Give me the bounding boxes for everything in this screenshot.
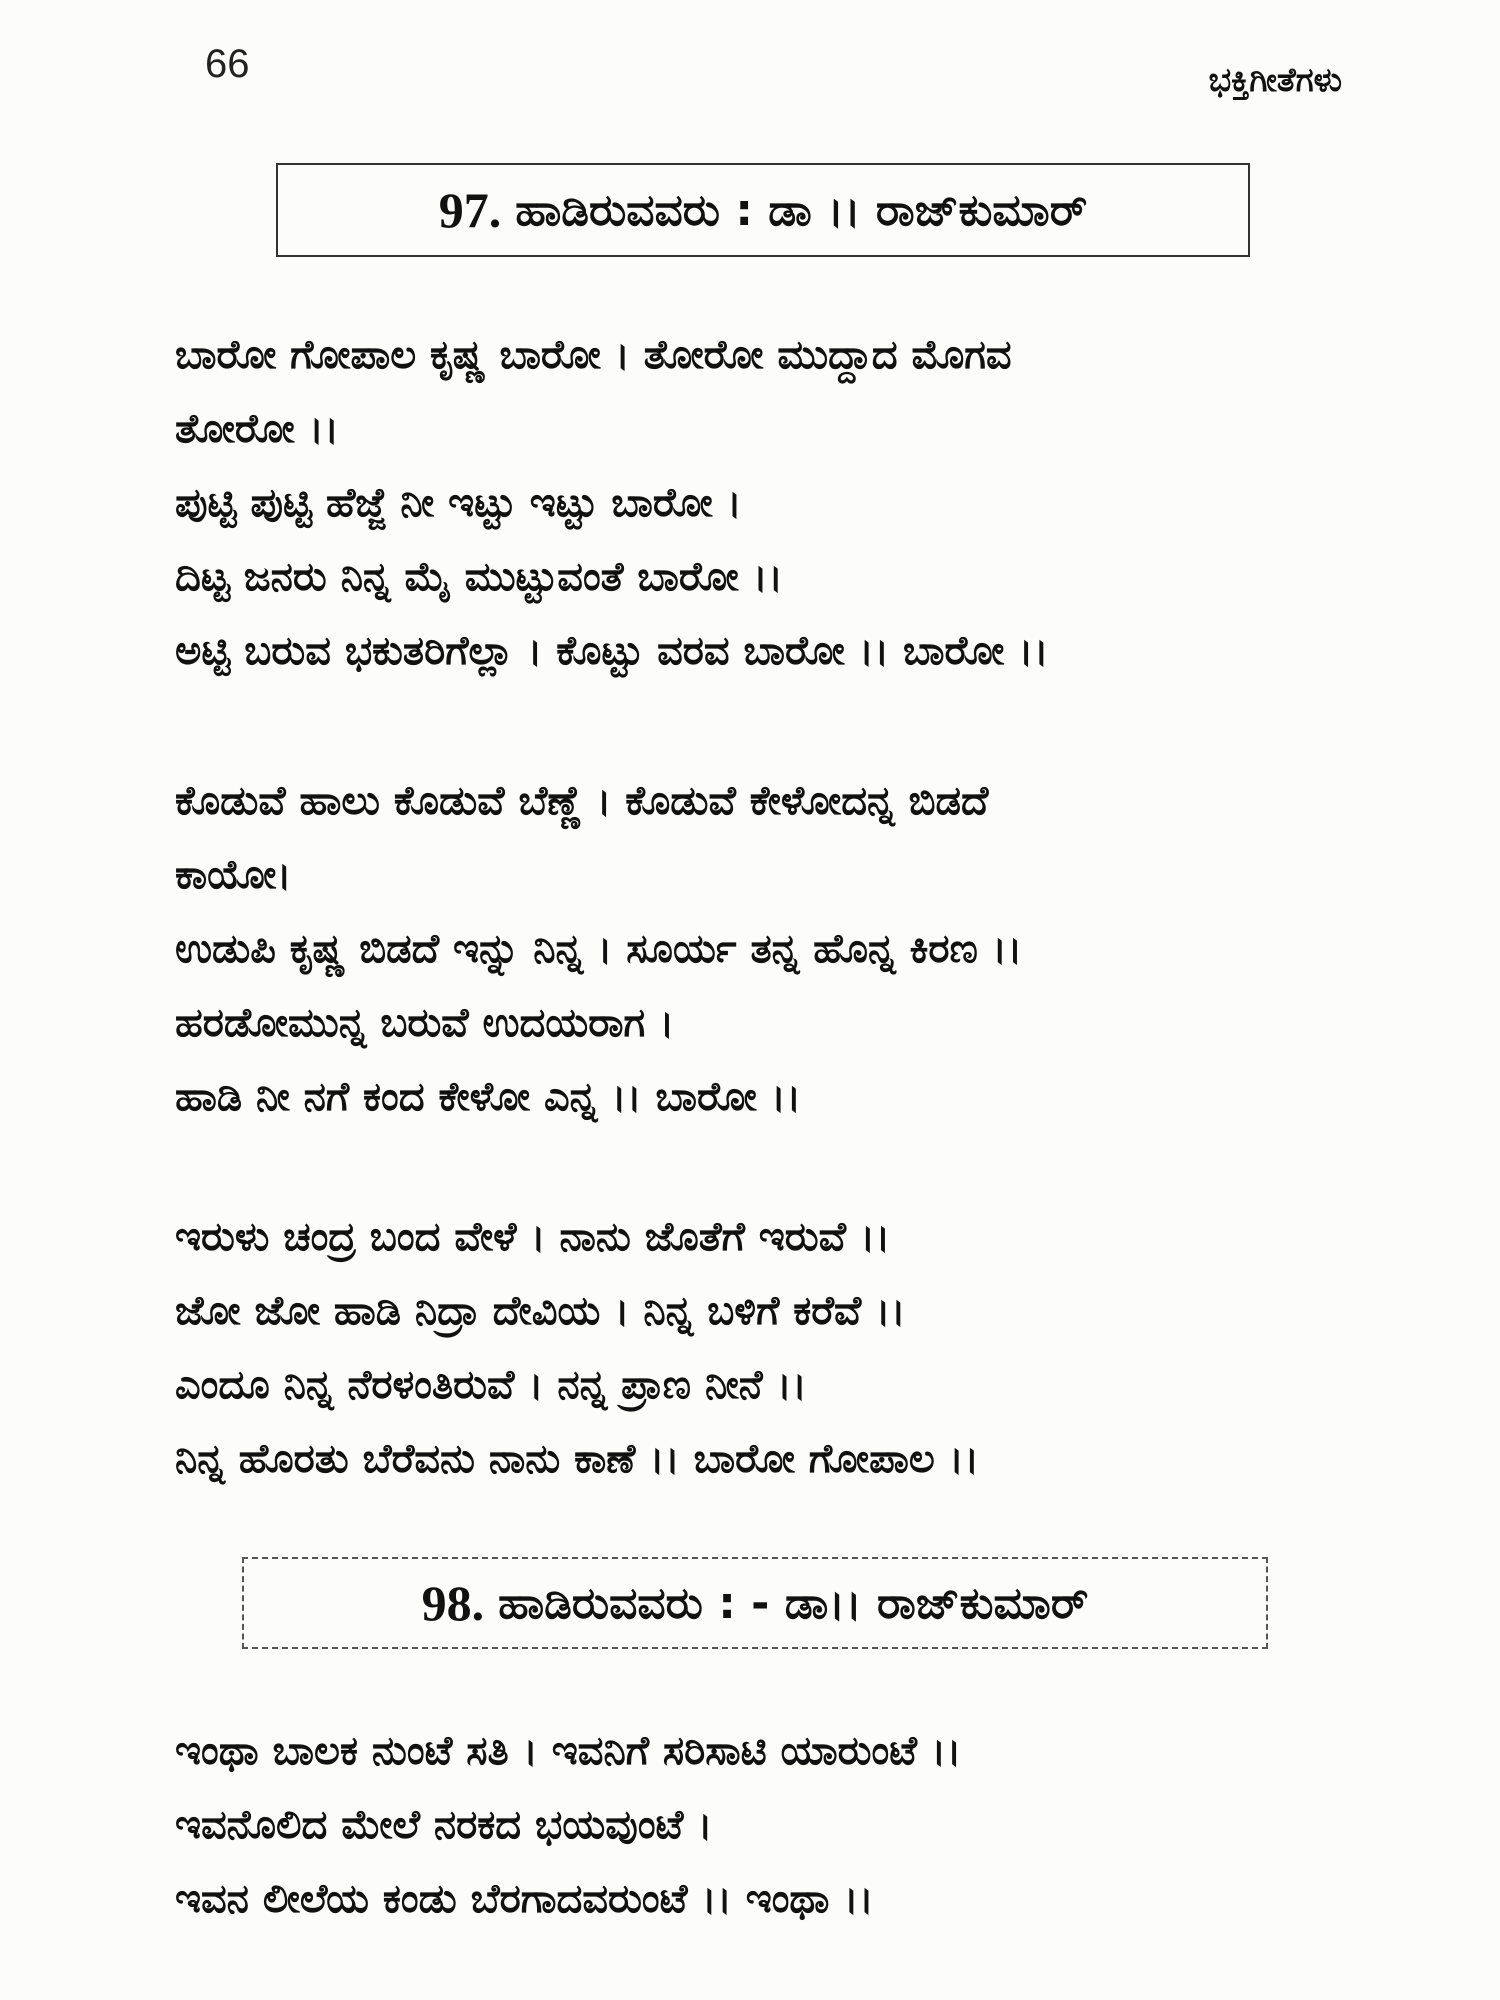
lyric-line: ಕೊಡುವೆ ಹಾಲು ಕೊಡುವೆ ಬೆಣ್ಣೆ । ಕೊಡುವೆ ಕೇಳೋದನ್ನ ಬಿಡದೆ	[175, 778, 989, 824]
song-97-stanza-3	[175, 1200, 1340, 1496]
lyric-line: ಹರಡೋಮುನ್ನ ಬರುವೆ ಉದಯರಾಗ ।	[175, 1000, 675, 1046]
lyric-line: ಜೋ ಜೋ ಹಾಡಿ ನಿದ್ರಾ ದೇವಿಯ । ನಿನ್ನ ಬಳಿಗೆ ಕರೆವೆ ।।	[175, 1288, 906, 1334]
song-97-heading-text: ಹಾಡಿರುವವರು : ಡಾ ।। ರಾಜ್‌ಕುಮಾರ್	[515, 184, 1088, 236]
lyric-line: ಇಂಥಾ ಬಾಲಕ ನುಂಟೆ ಸತಿ । ಇವನಿಗೆ ಸರಿಸಾಟಿ ಯಾರುಂಟೆ ।।	[175, 1728, 962, 1774]
lyric-line: ತೋರೋ ।।	[175, 406, 339, 452]
lyric-line: ಇರುಳು ಚಂದ್ರ ಬಂದ ವೇಳೆ । ನಾನು ಜೊತೆಗೆ ಇರುವೆ ।।	[175, 1214, 891, 1260]
lyric-line: ಬಾರೋ ಗೋಪಾಲ ಕೃಷ್ಣ ಬಾರೋ । ತೋರೋ ಮುದ್ದಾದ ಮೊಗವ	[175, 332, 1012, 378]
song-97-number: 97.	[438, 182, 502, 238]
song-97-heading-box	[276, 163, 1250, 257]
page-number: 66	[205, 42, 250, 86]
lyric-line: ಎಂದೂ ನಿನ್ನ ನೆರಳಂತಿರುವೆ । ನನ್ನ ಪ್ರಾಣ ನೀನೆ ।।	[175, 1362, 807, 1408]
song-98-stanza-1	[175, 1714, 1340, 1936]
lyric-line: ದಿಟ್ಟ ಜನರು ನಿನ್ನ ಮೈ ಮುಟ್ಟುವಂತೆ ಬಾರೋ ।।	[175, 554, 783, 600]
song-97-stanza-1	[175, 318, 1340, 688]
song-98-number: 98.	[421, 1575, 485, 1631]
lyric-line: ಹಾಡಿ ನೀ ನಗೆ ಕಂದ ಕೇಳೋ ಎನ್ನ ।। ಬಾರೋ ।।	[175, 1074, 802, 1120]
running-head: ಭಕ್ತಿಗೀತೆಗಳು	[1208, 60, 1342, 99]
lyric-line: ಇವನ ಲೀಲೆಯ ಕಂಡು ಬೆರಗಾದವರುಂಟೆ ।। ಇಂಥಾ ।।	[175, 1876, 874, 1922]
lyric-line: ನಿನ್ನ ಹೊರತು ಬೆರೆವನು ನಾನು ಕಾಣೆ ।। ಬಾರೋ ಗೋಪಾಲ ।।	[175, 1436, 980, 1482]
song-98-heading-text: ಹಾಡಿರುವವರು : - ಡಾ।। ರಾಜ್‌ಕುಮಾರ್	[498, 1577, 1089, 1629]
lyric-line: ಪುಟ್ಟಿ ಪುಟ್ಟಿ ಹೆಜ್ಜೆ ನೀ ಇಟ್ಟು ಇಟ್ಟು ಬಾರೋ ।	[175, 480, 742, 526]
song-97-stanza-2	[175, 764, 1340, 1134]
lyric-line: ಉಡುಪಿ ಕೃಷ್ಣ ಬಿಡದೆ ಇನ್ನು ನಿನ್ನ । ಸೂರ್ಯ ತನ್ನ ಹೊನ್ನ ಕಿರಣ ।।	[175, 926, 1023, 972]
lyric-line: ಅಟ್ಟಿ ಬರುವ ಭಕುತರಿಗೆಲ್ಲಾ । ಕೊಟ್ಟು ವರವ ಬಾರೋ ।। ಬಾರೋ ।।	[175, 628, 1049, 674]
lyric-line: ಕಾಯೋ।	[175, 852, 292, 898]
song-98-heading-box	[242, 1557, 1268, 1649]
lyric-line: ಇವನೊಲಿದ ಮೇಲೆ ನರಕದ ಭಯವುಂಟೆ ।	[175, 1802, 713, 1848]
